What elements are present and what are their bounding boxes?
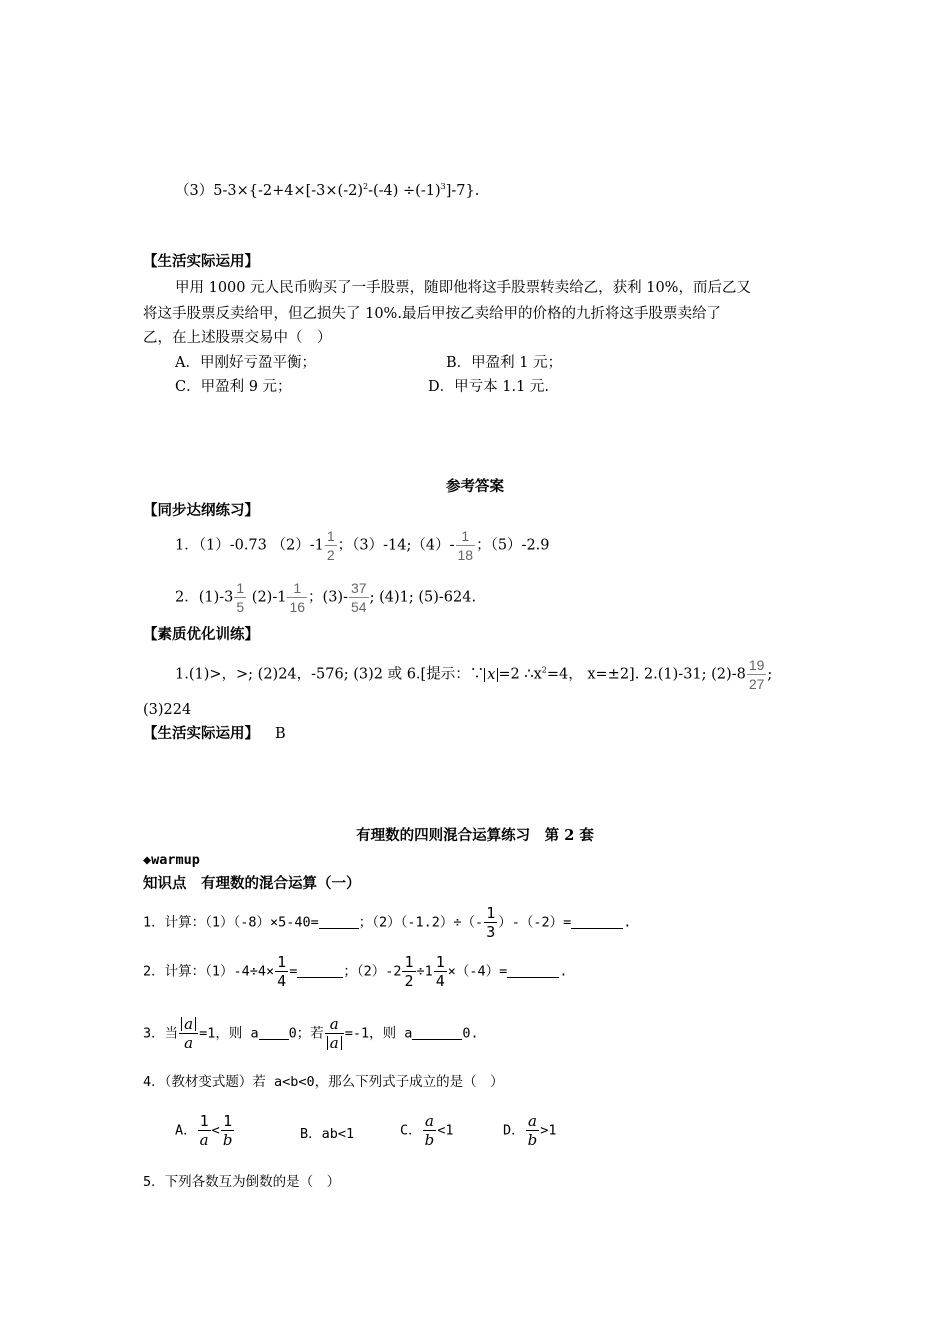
q4-option-c: C． $\frac{a}{b}$ <1 [400, 1112, 454, 1149]
option-a: A．甲刚好亏盈平衡； [175, 355, 316, 371]
quality-answer-cont: (3)224 [143, 702, 192, 718]
set2-question-4: 4．（教材变式题）若 a<b<0，那么下列式子成立的是（ ） [143, 1074, 504, 1090]
fraction: $\frac{a}{b}$ [424, 1112, 435, 1149]
set2-question-3: 3．当 $\frac{a}{a}$ =1，则 a 0；若 $\frac{a}{a}$ =-1，则 a 0. [143, 1015, 479, 1052]
fraction: $\frac{1}{2}$ [326, 528, 335, 563]
q4-option-a: A． $\frac{1}{a}$ < $\frac{1}{b}$ [175, 1112, 233, 1149]
life-line-2: 将这手股票反卖给甲，但乙损失了 10%.最后甲按乙卖给甲的价格的九折将这手股票卖给了 [143, 306, 721, 322]
answer-blank[interactable] [412, 1025, 462, 1040]
warmup-label: ◆warmup [143, 852, 200, 868]
q4-option-b: B．ab<1 [300, 1126, 355, 1142]
fraction: $\frac{a}{b}$ [527, 1112, 538, 1149]
set2-question-5: 5．下列各数互为倒数的是（ ） [143, 1174, 341, 1190]
fraction: $\frac{1}{16}$ [289, 580, 306, 615]
set2-title: 有理数的四则混合运算练习 第 2 套 [356, 827, 594, 844]
life-answer: 【生活实际运用】 B [143, 725, 286, 742]
answers-title: 参考答案 [446, 478, 504, 495]
fraction: $\frac{1}{4}$ [435, 953, 445, 990]
life-line-1: 甲用 1000 元人民币购买了一手股票，随即他将这手股票转卖给乙，获利 10%，而后乙又 [175, 280, 751, 296]
fraction: $\frac{1}{5}$ [236, 580, 245, 615]
fraction: $\frac{a}{a}$ [179, 1015, 198, 1052]
answer-blank[interactable] [571, 914, 623, 929]
option-b: B．甲盈利 1 元； [446, 355, 563, 371]
quality-answer: 1.(1)>，>; (2)24，-576; (3)2 或 6.[提示：∵ x =2 $\therefore x^2=4$， x=±2]. 2.(1)-31; (2)-8 $\frac{19}{27}$ ; [175, 657, 773, 692]
fraction: $\frac{a}{a}$ [325, 1015, 344, 1052]
set2-question-1: 1．计算：（1）（-8）×5-40= ；（2）（-1.2）÷（- $\frac{1}{3}$ ）-（-2）= . [143, 904, 632, 941]
fraction: $\frac{1}{2}$ [404, 953, 414, 990]
sync-answer-1: 1．（1）-0.73 （2）-1 $\frac{1}{2}$ ；（3）-14;（4）- $\frac{1}{18}$ ；（5）-2.9 [175, 528, 550, 563]
fraction: $\frac{1}{18}$ [457, 528, 474, 563]
fraction: $\frac{1}{4}$ [277, 953, 287, 990]
sync-answer-2: 2．(1)-3 $\frac{1}{5}$ (2)-1 $\frac{1}{16}$ ；(3)- $\frac{37}{54}$ ; (4)1; (5)-624. [175, 580, 477, 615]
set2-question-2: 2．计算：（1）-4÷4× $\frac{1}{4}$ = ；（2）-2 $\frac{1}{2}$ ÷1 $\frac{1}{4}$ ×（-4）= . [143, 953, 568, 990]
life-line-3: 乙，在上述股票交易中（ ） [143, 330, 332, 346]
life-heading: 【生活实际运用】 [143, 253, 259, 270]
q4-option-d: D． $\frac{a}{b}$ >1 [503, 1112, 557, 1149]
fraction: $\frac{1}{b}$ [222, 1112, 233, 1149]
fraction: $\frac{1}{a}$ [199, 1112, 209, 1149]
sync-heading: 【同步达纲练习】 [143, 502, 259, 519]
answer-blank[interactable] [319, 914, 359, 929]
fraction: $\frac{37}{54}$ [351, 580, 367, 615]
fraction: $\frac{19}{27}$ [748, 657, 765, 692]
answer-blank[interactable] [507, 963, 559, 978]
question-3: $(3)5-3\times\{-2+4\times[-3\times(-2)^2-(-4) \div(-1)^3]-7\}$. [175, 182, 480, 199]
option-c: C．甲盈利 9 元； [175, 379, 292, 395]
knowledge-point: 知识点 有理数的混合运算（一） [143, 875, 361, 892]
fraction: $\frac{1}{3}$ [486, 904, 496, 941]
answer-blank[interactable] [259, 1025, 289, 1040]
quality-heading: 【素质优化训练】 [143, 626, 259, 643]
answer-blank[interactable] [297, 963, 343, 978]
option-d: D．甲亏本 1.1 元. [428, 379, 550, 395]
